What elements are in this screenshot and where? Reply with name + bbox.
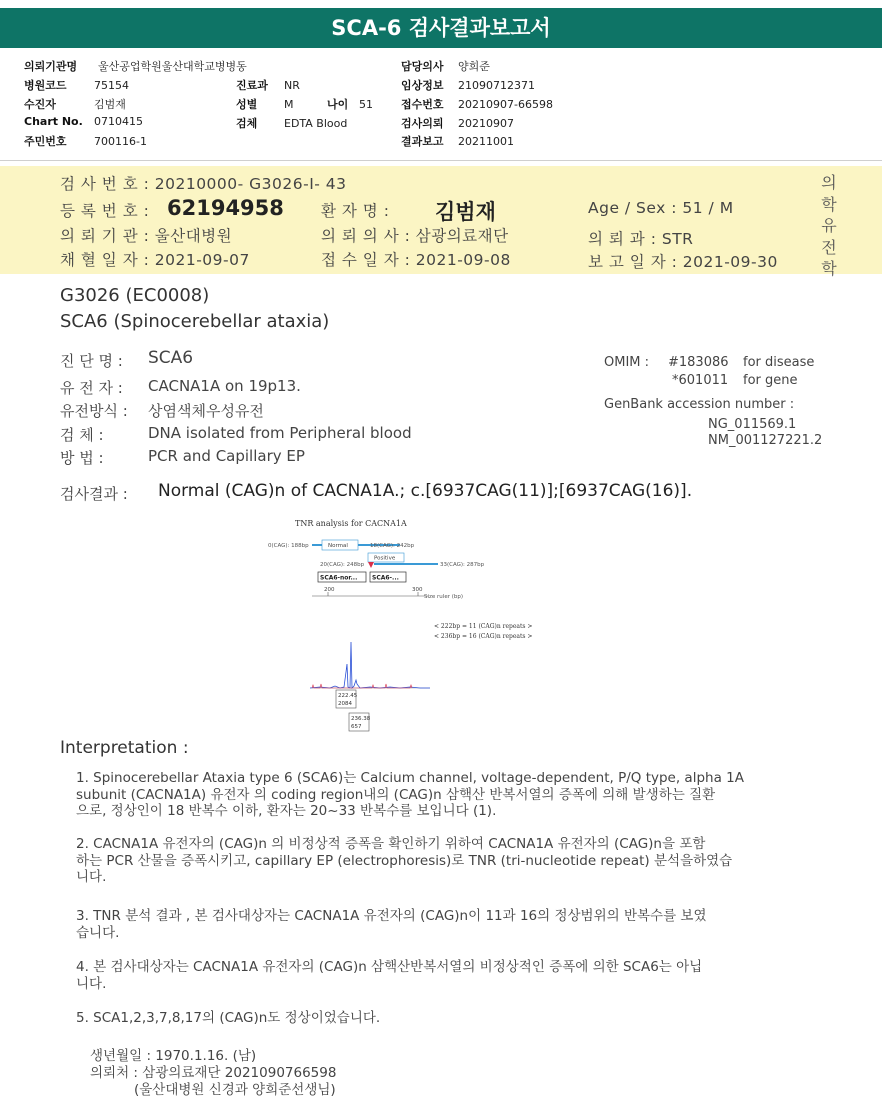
ruler-tick-label-300: 300 [412,587,423,593]
inheritance-label: 유전방식 : [60,402,128,420]
registration-number: 62194958 [167,196,284,220]
blood-draw-date: 채 혈 일 자 : 2021-09-07 [60,251,250,269]
method-value: PCR and Capillary EP [148,447,305,465]
interpretation-paragraph-2: 2. CACNA1A 유전자의 (CAG)n 의 비정상적 증폭을 확인하기 위하여 CACNA1A 유전자의 (CAG)n을 포함 하는 PCR 산물을 증폭시키고, capillary EP (electrophoresis)로 TNR (tri-nucleotide repeat) 분석을하였습 니다. [76,836,733,885]
peak-1-size: 222.45 [338,693,358,699]
figure-title: TNR analysis for CACNA1A [295,519,407,528]
registration-label: 등 록 번 호 : [60,202,150,220]
header-sex: 성별 M [236,98,294,111]
header-specimen: 검체 EDTA Blood [236,117,348,130]
result-label: 검사결과 : [60,485,128,503]
report-title: SCA-6 검사결과보고서 [0,8,882,48]
omim-gene-number: *601011 [672,373,729,388]
header-department: 진료과 NR [236,79,300,92]
header-resident-no: 주민번호 700116-1 [24,135,147,148]
age-sex: Age / Sex : 51 / M [588,199,734,217]
sca6-normal-box-label: SCA6-nor... [320,574,358,582]
positive-marker [368,562,374,568]
header-examinee: 수진자 김범재 [24,98,126,111]
header-chart-no: Chart No. 0710415 [24,115,143,128]
interpretation-paragraph-3: 3. TNR 분석 결과 , 본 검사대상자는 CACNA1A 유전자의 (CAG)n이 11과 16의 정상범위의 반복수를 보였 습니다. [76,908,707,941]
header-divider [0,160,882,161]
interpretation-paragraph-4: 4. 본 검사대상자는 CACNA1A 유전자의 (CAG)n 삼핵산반복서열의 비정상적인 증폭에 의한 SCA6는 아닙 니다. [76,959,703,992]
referral-source: 의뢰처 : 삼광의료재단 2021090766598 [90,1065,337,1081]
genbank-accession-2: NM_001127221.2 [708,433,823,448]
sca6-positive-box-label: SCA6-... [372,574,399,582]
header-clinical-info: 임상정보 21090712371 [401,79,535,92]
repeat-note-1: < 222bp = 11 (CAG)n repeats > [434,623,533,630]
electropherogram-trace [310,642,430,688]
peak-2-size: 236.38 [351,716,371,722]
size-ruler-label: Size ruler (bp) [424,594,463,600]
ruler-tick-label-200: 200 [324,587,335,593]
omim-label: OMIM : [604,355,650,370]
header-doctor: 담당의사 양희준 [401,60,490,73]
normal-label: Normal [328,543,348,549]
header-age: 나이 51 [327,98,373,111]
normal-right-label: 18(CAG): 242bp [370,543,415,549]
positive-right-label: 33(CAG): 287bp [440,562,485,568]
genbank-accession-1: NG_011569.1 [708,417,797,432]
normal-left-label: 0(CAG): 188bp [268,543,309,549]
result-value: Normal (CAG)n of CACNA1A.; c.[6937CAG(11)];[6937CAG(16)]. [158,481,693,501]
referring-doctor: 의 뢰 의 사 : 삼광의료재단 [321,227,509,245]
tnr-analysis-figure [260,512,600,742]
gene-value: CACNA1A on 19p13. [148,377,301,395]
referring-department: 의 뢰 과 : STR [588,230,694,248]
interpretation-paragraph-5: 5. SCA1,2,3,7,8,17의 (CAG)n도 정상이었습니다. [76,1010,381,1026]
diagnosis-value: SCA6 [148,348,194,368]
test-name: SCA6 (Spinocerebellar ataxia) [60,311,330,332]
birth-date: 생년월일 : 1970.1.16. (남) [90,1048,257,1064]
header-result-report: 결과보고 20211001 [401,135,514,148]
lab-stamp-vertical: 의 학 유 전 학 [821,173,837,278]
omim-disease-text: for disease [743,355,815,370]
interpretation-heading: Interpretation : [60,738,189,758]
header-receipt-no: 접수번호 20210907-66598 [401,98,553,111]
test-number: 검 사 번 호 : 20210000- G3026-I- 43 [60,175,347,193]
report-date: 보 고 일 자 : 2021-09-30 [588,253,778,271]
header-test-request: 검사의뢰 20210907 [401,117,514,130]
genbank-label: GenBank accession number : [604,397,795,412]
method-label: 방 법 : [60,449,104,467]
specimen-label: 검 체 : [60,426,104,444]
peak-1-height: 2084 [338,701,352,707]
gene-label: 유 전 자 : [60,379,123,397]
patient-name: 김범재 [435,200,496,224]
peak-2-height: 657 [351,724,362,730]
header-hospital-code: 병원코드 75154 [24,79,129,92]
omim-gene-text: for gene [743,373,798,388]
interpretation-paragraph-1: 1. Spinocerebellar Ataxia type 6 (SCA6)는 Calcium channel, voltage-dependent, P/Q type, alpha 1A subunit (CACNA1A) 유전자 의 coding region내의 (CAG)n 삼핵산 반복서열의 증폭에 의해 발생하는 질환 으로, 정상인이 18 반복수 이하, 환자는 20~33 반복수를 보입니다 (1). [76,770,744,819]
positive-left-label: 20(CAG): 248bp [320,562,365,568]
diagnosis-label: 진 단 명 : [60,352,123,370]
omim-disease-number: #183086 [668,355,729,370]
header-institution: 의뢰기관명 울산공업학원울산대학교병병동 [24,60,247,73]
patient-label: 환 자 명 : [321,202,390,220]
inheritance-value: 상염색체우성유전 [148,402,264,420]
referring-hospital: (울산대병원 신경과 양희준선생님) [134,1082,336,1098]
referring-institution: 의 뢰 기 관 : 울산대병원 [60,227,233,245]
repeat-note-2: < 236bp = 16 (CAG)n repeats > [434,633,533,640]
specimen-value: DNA isolated from Peripheral blood [148,424,412,442]
receipt-date: 접 수 일 자 : 2021-09-08 [321,251,511,269]
test-code: G3026 (EC0008) [60,285,210,306]
positive-label: Positive [374,555,396,562]
